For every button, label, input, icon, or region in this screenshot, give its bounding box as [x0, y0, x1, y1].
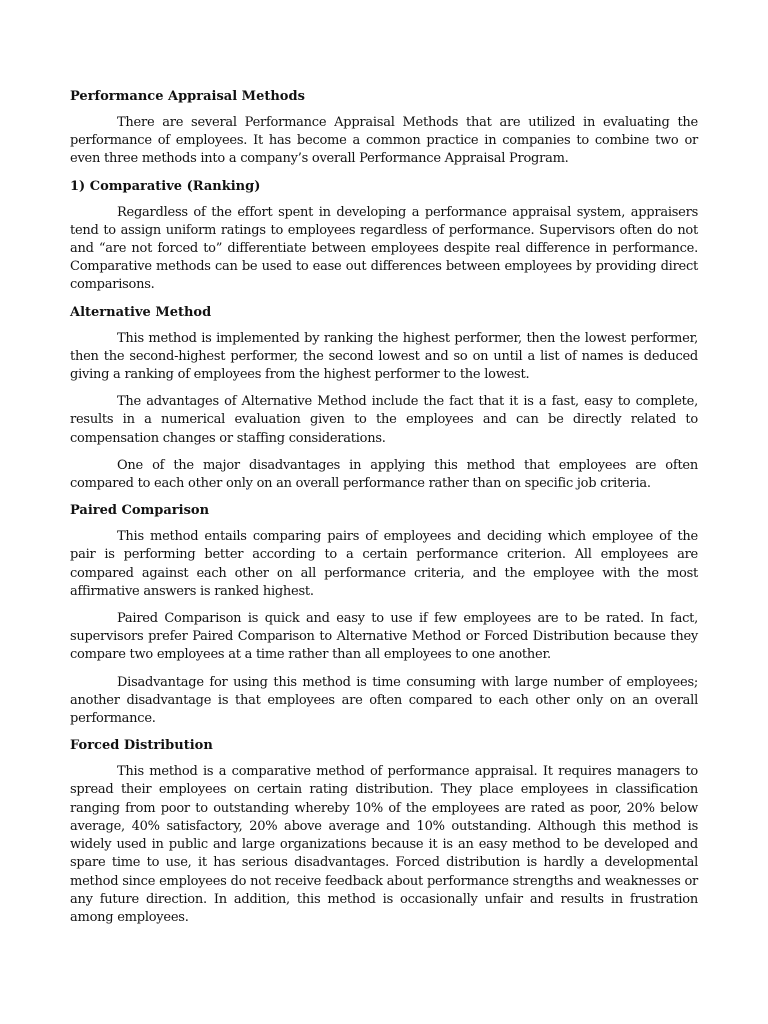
- section-heading-paired-comparison: Paired Comparison: [70, 503, 210, 519]
- forced-paragraph-1: This method is a comparative method of performance appraisal. It requires managers to spread their employees on certain rating distribution. They place employees in classification ranging from poor to outstanding whereby 10% of the employees are rated as poor, 20% below average, 40% satisfactory, 20% above average and 10% outstanding. Although this method is widely used in public and large organizations because it is an easy method to be developed and spare time to use, it has serious disadvantages. Forced distribution is hardly a developmental method since employees do not receive feedback about performance strengths and weaknesses or any future direction. In addition, this method is occasionally unfair and results in frustration among employees.: [70, 764, 698, 925]
- paired-paragraph-1: This method entails comparing pairs of employees and deciding which employee of the pair is performing better according to a certain performance criterion. All employees are compared against each other on all performance criteria, and the employee with the most affirmative answers is ranked highest.: [70, 529, 698, 599]
- alternative-paragraph-2: The advantages of Alternative Method include the fact that it is a fast, easy to complete, results in a numerical evaluation given to the employees and can be directly related to compensation changes or staffing considerations.: [70, 394, 698, 446]
- section-heading-comparative: 1) Comparative (Ranking): [70, 178, 261, 194]
- alternative-paragraph-1: This method is implemented by ranking the highest performer, then the lowest performer, then the second-highest performer, the second lowest and so on until a list of names is deduced giving a ranking of employees from the highest performer to the lowest.: [70, 330, 698, 383]
- paired-paragraph-2: Paired Comparison is quick and easy to use if few employees are to be rated. In fact, supervisors prefer Paired Comparison to Alternative Method or Forced Distribution because they compare two employees at a time rather than all employees to one another.: [70, 611, 698, 663]
- alternative-paragraph-3: One of the major disadvantages in applying this method that employees are often compared to each other only on an overall performance rather than on specific job criteria.: [70, 457, 698, 492]
- section-heading-alternative-method: Alternative Method: [70, 304, 212, 320]
- section-heading-forced-distribution: Forced Distribution: [70, 738, 213, 754]
- document-title: Performance Appraisal Methods: [70, 89, 305, 104]
- comparative-paragraph-1: Regardless of the effort spent in developing a performance appraisal system, appraisers tend to assign uniform ratings to employees regardless of performance. Supervisors often do not and “are not forced to” differentiate between employees despite real difference in performance. Comparative methods can be used to ease out differences between employees by providing direct comparisons.: [70, 204, 698, 293]
- intro-paragraph: There are several Performance Appraisal Methods that are utilized in evaluating the performance of employees. It has become a common practice in companies to combine two or even three methods into a company’s overall Performance Appraisal Program.: [70, 115, 698, 167]
- paired-paragraph-3: Disadvantage for using this method is time consuming with large number of employees; another disadvantage is that employees are often compared to each other only on an overall performance.: [70, 674, 698, 727]
